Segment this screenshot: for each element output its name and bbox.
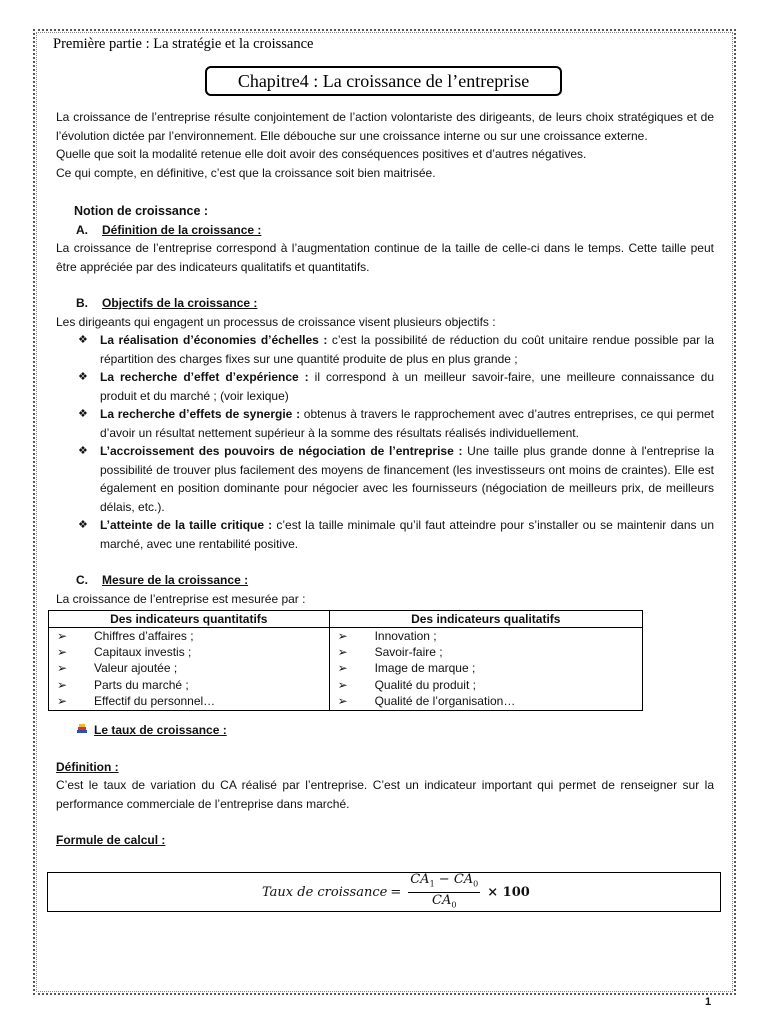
intro-paragraph: La croissance de l’entreprise résulte conjointement de l’action volontariste des dirigeants, de leurs choix stratégiques et de l’évolution dictée par l’environnement. Elle débouche sur une croissance interne ou sur une croissance externe. xyxy=(56,110,714,143)
formula-label: Formule de calcul : xyxy=(56,833,166,848)
list-item: ➢ Effectif du personnel… xyxy=(57,693,216,708)
arrow-bullet-icon: ➢ xyxy=(337,661,348,676)
part-header: Première partie : La stratégie et la croissance xyxy=(53,36,314,52)
intro-paragraph-2: Quelle que soit la modalité retenue elle doit avoir des conséquences positives et d’autres négatives. xyxy=(56,147,587,161)
subsection-heading-a xyxy=(76,221,714,240)
definition-paragraph: La croissance de l’entreprise correspond à l’augmentation continue de la taille de celle-ci dans le temps. Cette taille peut être appréciée par des indicateurs qualitatifs et quantitatifs. xyxy=(56,241,714,274)
arrow-bullet-icon: ➢ xyxy=(57,693,68,708)
subsection-letter: C. xyxy=(76,573,88,587)
list-item: ❖ L’atteinte de la taille critique : c’est la taille minimale qu’il faut atteindre pour s’installer ou se maintenir dans un marché, avec une rentabilité positive. xyxy=(78,518,714,551)
growth-rate-formula: Taux de croissance = $\frac{CA_1 - CA_0}{CA_0}$ × 100 xyxy=(262,875,530,909)
section-title: Le taux de croissance : xyxy=(94,723,227,738)
list-item: ➢ Parts du marché ; xyxy=(57,677,189,692)
section-heading-notion: Notion de croissance : xyxy=(74,204,209,218)
definition-text: C’est le taux de variation du CA réalisé par l’entreprise. C’est un indicateur important qui permet de renseigner sur la performance commerciale de l’entreprise dans marché. xyxy=(56,778,714,811)
diamond-bullet-icon: ❖ xyxy=(78,445,88,457)
arrow-bullet-icon: ➢ xyxy=(57,661,68,676)
section-heading-taux xyxy=(76,721,714,740)
formula-multiplier: × 100 xyxy=(487,884,530,900)
subsection-title: Objectifs de la croissance : xyxy=(102,296,258,310)
arrow-bullet-icon: ➢ xyxy=(337,677,348,692)
table-header-row xyxy=(49,611,643,628)
subsection-letter: A. xyxy=(76,222,88,237)
document-body xyxy=(56,108,714,850)
arrow-bullet-icon: ➢ xyxy=(57,645,68,660)
subsection-title: Définition de la croissance : xyxy=(102,222,262,237)
list-item: ➢ Innovation ; xyxy=(337,629,437,643)
list-item: ❖ La recherche d’effet d’expérience : il correspond à un meilleur savoir-faire, une meilleure connaissance du produit et du marché ; (voir lexique) xyxy=(78,370,714,403)
table-row xyxy=(49,628,643,711)
column-header-quantitative: Des indicateurs quantitatifs xyxy=(49,611,330,628)
subsection-letter: B. xyxy=(76,296,88,310)
list-item: ➢ Qualité de l’organisation… xyxy=(337,693,516,708)
diamond-bullet-icon: ❖ xyxy=(78,519,88,531)
column-header-qualitative: Des indicateurs qualitatifs xyxy=(329,611,642,628)
objectives-list xyxy=(56,331,714,553)
subsection-heading-c xyxy=(76,571,714,590)
subsection-title: Mesure de la croissance : xyxy=(102,573,249,587)
arrow-bullet-icon: ➢ xyxy=(337,629,348,643)
objectives-intro: Les dirigeants qui engagent un processus de croissance visent plusieurs objectifs : xyxy=(56,314,496,329)
quantitative-cell xyxy=(49,628,330,711)
list-item: ➢ Valeur ajoutée ; xyxy=(57,661,178,676)
arrow-bullet-icon: ➢ xyxy=(57,677,68,692)
diamond-bullet-icon: ❖ xyxy=(78,408,88,420)
subsection-heading-b xyxy=(76,294,714,313)
list-item: ➢ Capitaux investis ; xyxy=(57,645,192,660)
arrow-bullet-icon: ➢ xyxy=(337,645,348,660)
list-item: ➢ Qualité du produit ; xyxy=(337,677,476,692)
qualitative-cell xyxy=(329,628,642,711)
indicators-table xyxy=(48,610,643,711)
list-item: ❖ La recherche d’effets de synergie : obtenus à travers le rapprochement avec d’autres entreprises, ce qui permet d’avoir un résultat nettement supérieur à la somme des résultats réalisés individuellement. xyxy=(78,407,715,440)
list-item: ➢ Savoir-faire ; xyxy=(337,645,443,660)
formula-fraction: $\frac{CA_1 - CA_0}{CA_0}$ xyxy=(410,871,479,910)
arrow-bullet-icon: ➢ xyxy=(57,629,68,643)
list-item: ❖ La réalisation d’économies d’échelles : c’est la possibilité de réduction du coût unitaire rendue possible par la répartition des charges fixes sur une quantité produite de plus en plus grande ; xyxy=(78,333,715,366)
measure-intro: La croissance de l’entreprise est mesurée par : xyxy=(56,591,306,606)
formula-box xyxy=(47,872,721,912)
diamond-bullet-icon: ❖ xyxy=(78,334,88,346)
list-item: ➢ Chiffres d’affaires ; xyxy=(57,629,194,643)
list-item: ❖ L’accroissement des pouvoirs de négociation de l’entreprise : Une taille plus grande donne à l'entreprise la possibilité de trouver plus facilement des moyens de financement (les investisseurs ont moins de craintes). Elle est également en position dominante pour négocier avec les fournisseurs (négociation de meilleurs prix, de meilleurs délais, etc.). xyxy=(78,444,714,514)
arrow-bullet-icon: ➢ xyxy=(337,693,348,708)
definition-label: Définition : xyxy=(56,759,119,774)
diamond-bullet-icon: ❖ xyxy=(78,371,88,383)
intro-paragraph-3: Ce qui compte, en définitive, c’est que la croissance soit bien maitrisée. xyxy=(56,165,436,180)
book-icon xyxy=(76,722,88,734)
page-number: 1 xyxy=(705,996,712,1008)
list-item: ➢ Image de marque ; xyxy=(337,661,476,676)
formula-lhs: Taux de croissance xyxy=(262,884,388,900)
chapter-title: Chapitre4 : La croissance de l’entreprise xyxy=(205,66,562,96)
